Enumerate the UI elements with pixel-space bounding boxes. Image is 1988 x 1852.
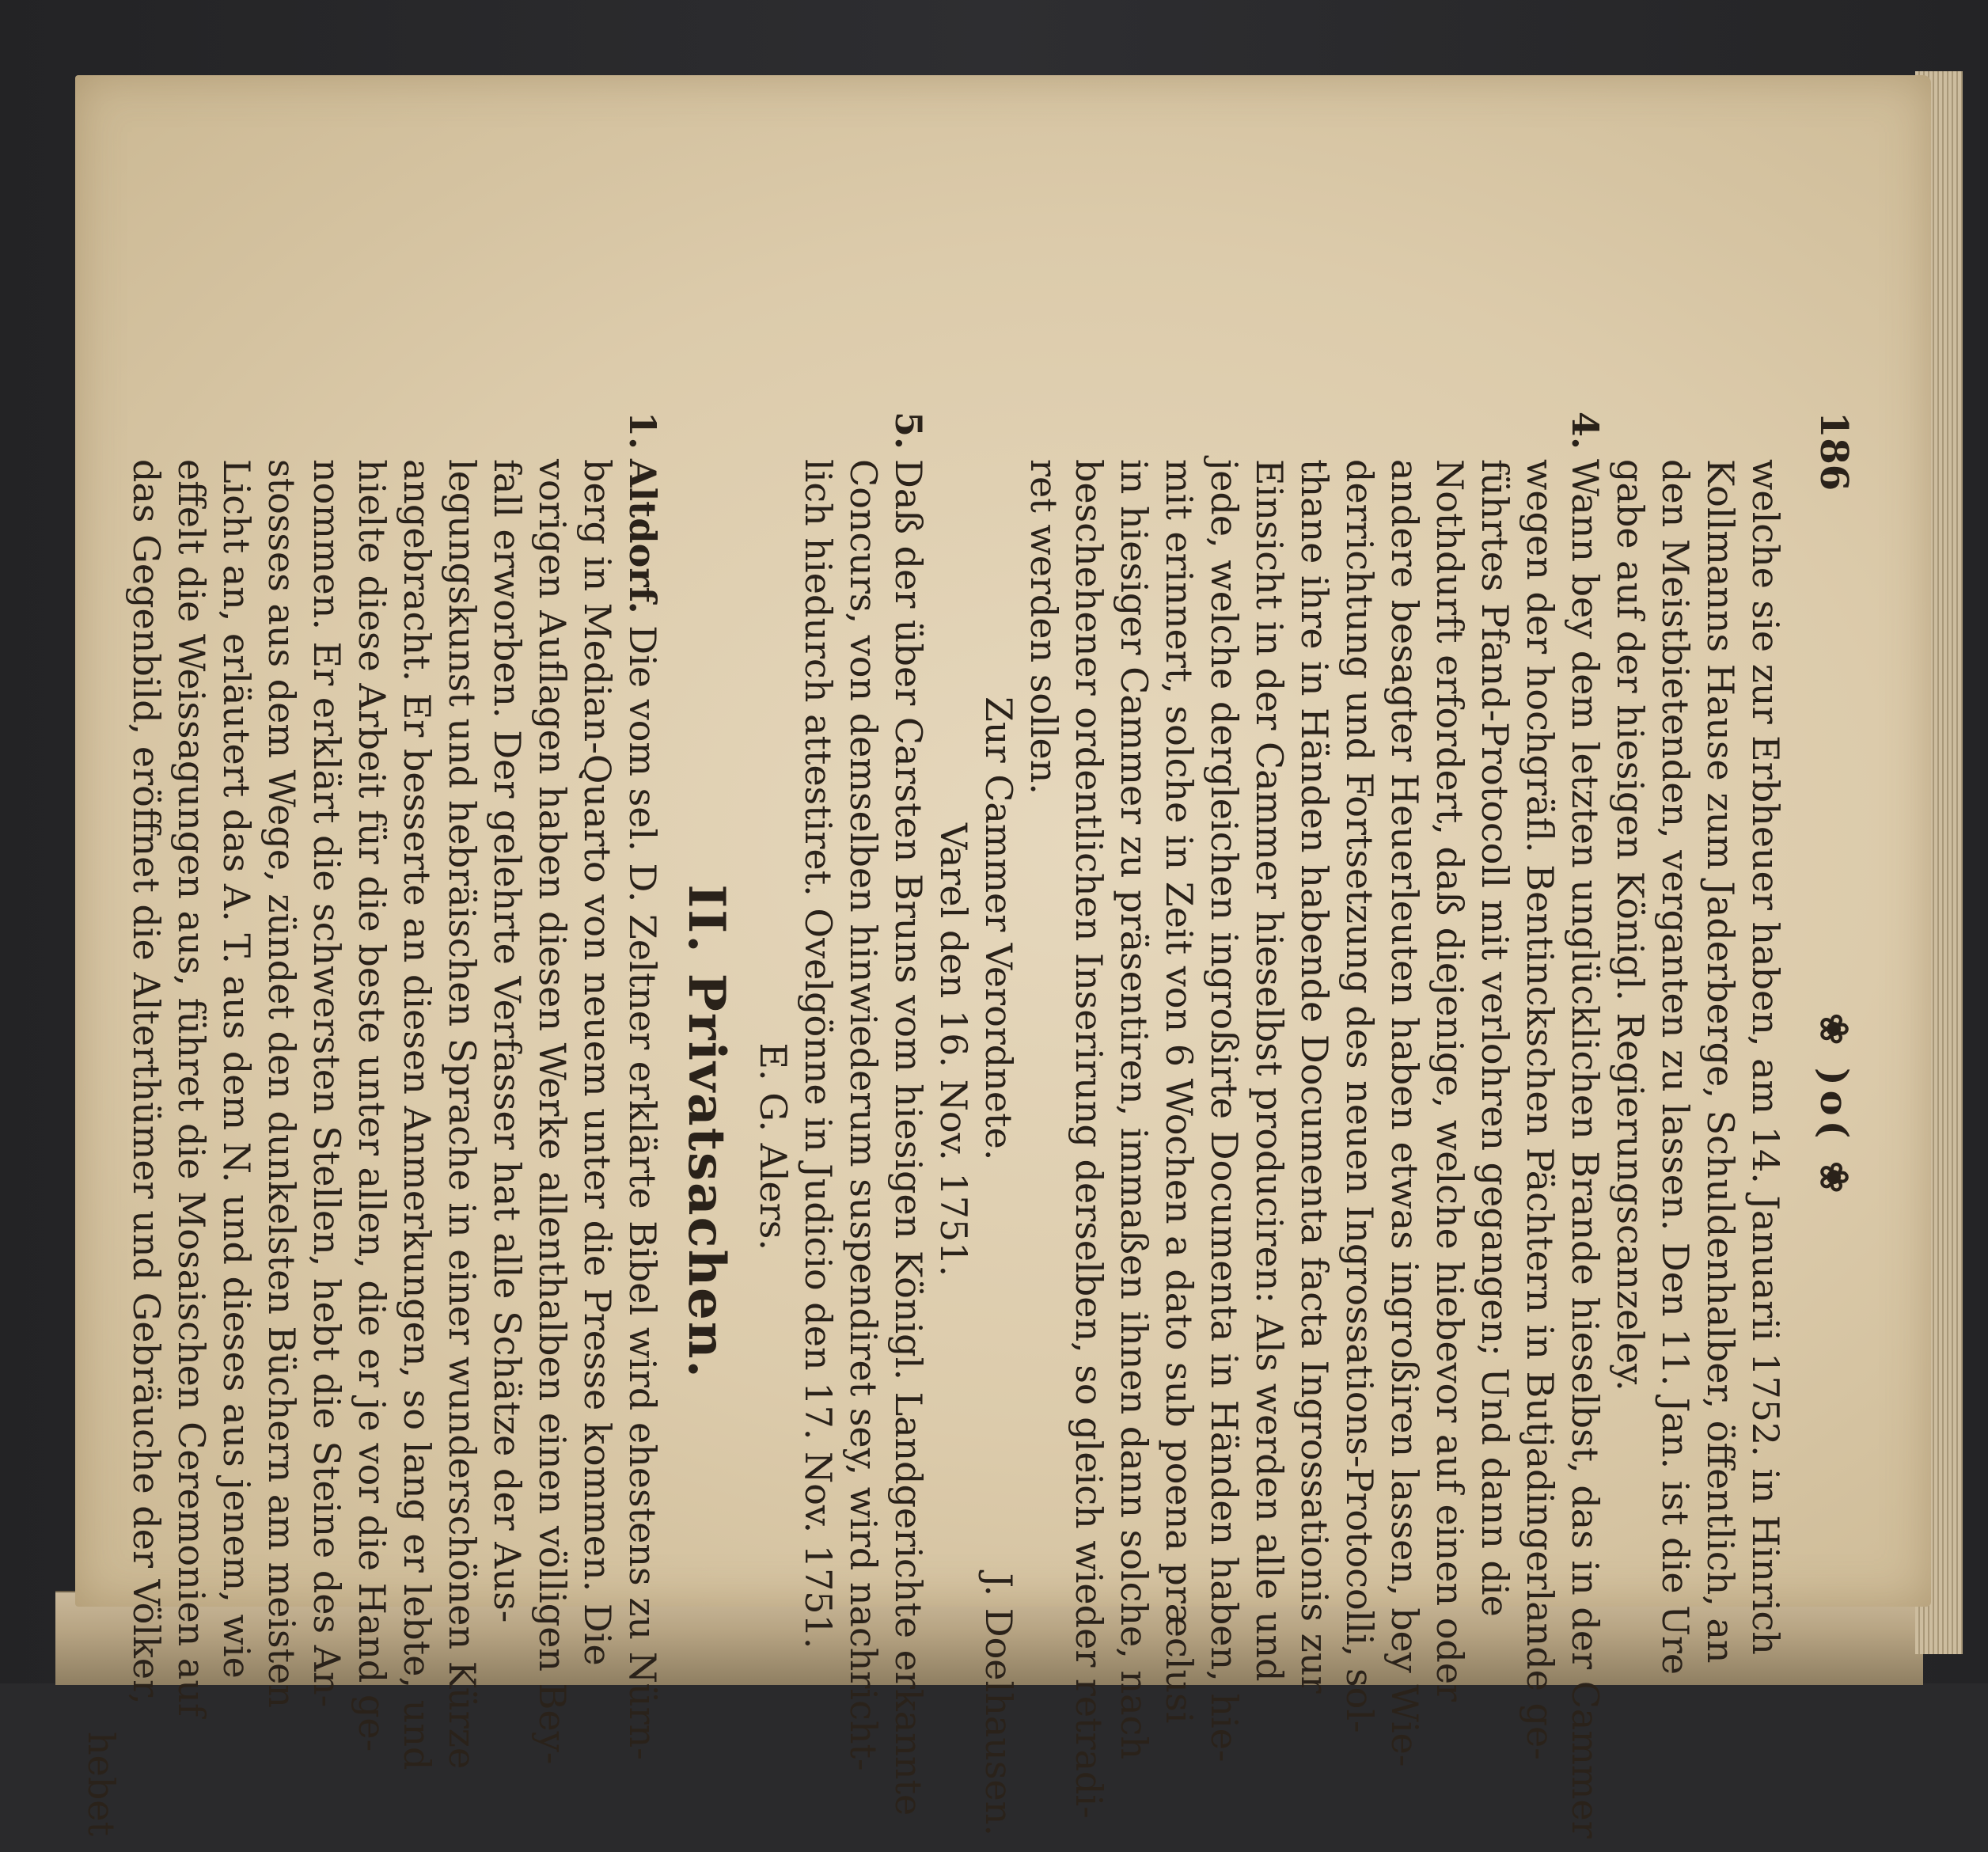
text-line: Die vom sel. D. Zeltner erklärte Bibel wird ehestens zu Nürn-: [621, 625, 664, 1760]
item-1-number: 1.: [621, 412, 664, 450]
text-line: andere besagter Heuerleuten haben etwas ingroßiren lassen, bey Wie-: [1383, 459, 1426, 1767]
text-line: fall erworben. Der gelehrte Verfasser hat alle Schätze der Aus-: [486, 459, 529, 1623]
item-4-signature-office-row: [976, 412, 1021, 1852]
text-line: Wann bey dem letzten unglücklichen Brande hieselbst, das in der Cammer: [1564, 459, 1607, 1839]
catchword: hebet: [80, 1731, 123, 1836]
text-line: berg in Median-Quarto von neuem unter die Presse kommen. Die: [576, 459, 619, 1666]
text-line: nommen. Er erklärt die schwersten Stellen, hebt die Steine des An-: [305, 459, 348, 1708]
section-heading: II. Privatsachen.: [677, 884, 736, 1380]
text-block-top: [1607, 412, 1788, 1852]
item-5-first-line: [886, 412, 931, 1852]
signature-name: J. Doelhausen.: [977, 1573, 1020, 1836]
text-line: angebracht. Er besserte an diesen Anmerkungen, so lang er lebte, und: [396, 459, 438, 1770]
text-line: Concurs, von demselben hinwiederum suspendiret sey, wird nachricht-: [842, 459, 885, 1771]
text-line: welche sie zur Erbheuer haben, am 14. Januarii 1752. in Hinrich: [1744, 459, 1787, 1655]
text-line: wegen der hochgräfl. Bentinckschen Pächtern in Butjadingerlande ge-: [1519, 459, 1561, 1760]
item-5: [750, 412, 931, 1852]
signature-place-date: Varel den 16. Nov. 1751.: [932, 823, 975, 1277]
text-line: das Gegenbild, eröffnet die Alterthümer und Gebräuche der Völker,: [125, 459, 168, 1705]
text-line: Licht an, erläutert das A. T. aus dem N. und dieses aus jenem, wie: [215, 459, 258, 1679]
text-line: beschehener ordentlichen Inserirung derselben, so gleich wieder retradi-: [1068, 459, 1110, 1819]
running-head-ornament: ❀ )o( ❀: [1812, 1013, 1856, 1198]
text-line: lich hiedurch attestiret. Ovelgönne in Judicio den 17. Nov. 1751.: [797, 459, 840, 1649]
text-line: mit erinnert, solche in Zeit von 6 Wochen a dato sub poena præclusi: [1158, 459, 1201, 1724]
text-line: thane ihre in Händen habende Documenta facta Ingrossationis zur: [1293, 459, 1336, 1694]
text-line: ret werden sollen.: [1022, 459, 1065, 795]
item-5-number: 5.: [887, 412, 930, 450]
text-line: Kollmanns Hause zum Jaderberge, Schuldenhalber, öffentlich, an: [1699, 459, 1742, 1664]
text-line: gabe auf der hiesigen Königl. Regierungscanzeley.: [1609, 459, 1652, 1391]
text-line: den Meistbietenden, verganten zu lassen. Den 11. Jan. ist die Ure: [1654, 459, 1697, 1676]
item-4-number: 4.: [1564, 412, 1607, 450]
page-header: [1800, 412, 1856, 1852]
text-line: in hiesiger Cammer zu präsentiren, immaßen ihnen dann solche, nach: [1113, 459, 1155, 1759]
item-4: [931, 412, 1607, 1852]
item-4-first-line: [1562, 412, 1607, 1852]
page-content-rotated: [80, 412, 1856, 1852]
signature-office: Zur Cammer Verordnete.: [977, 696, 1020, 1161]
item-1-lead-place: Altdorf.: [621, 459, 664, 614]
text-line: Nothdurft erfordert, daß diejenige, welche hiebevor auf einen oder: [1428, 459, 1471, 1702]
text-line: hielte diese Arbeit für die beste unter allen, die er je vor die Hand ge-: [351, 459, 393, 1752]
text-line: jede, welche dergleichen ingroßirte Documenta in Händen haben, hie-: [1203, 459, 1246, 1763]
text-line: derrichtung und Fortsetzung des neuen Ingrossations-Protocolli, sol-: [1338, 459, 1381, 1733]
item-1-privatsachen: [78, 412, 665, 1852]
book-page: [75, 75, 1931, 1839]
text-line: führtes Pfand-Protocoll mit verlohren gegangen; Und dann die: [1474, 459, 1516, 1617]
text-line: stosses aus dem Wege, zündet den dunkelsten Büchern am meisten: [260, 459, 303, 1708]
item-1-first-line: [620, 412, 665, 1852]
text-line: effelt die Weissagungen aus, führet die Mosaischen Ceremonien auf: [170, 459, 213, 1717]
page-number: 186: [1812, 412, 1856, 491]
text-line: legungskunst und hebräischen Sprache in einer wunderschönen Kürze: [441, 459, 484, 1770]
text-line: Daß der über Carsten Bruns vom hiesigen Königl. Landgerichte erkannte: [887, 459, 930, 1816]
text-line: vorigen Auflagen haben diesen Werke allenthalben einen völligen Bey-: [531, 459, 574, 1765]
signature-name: E. G. Alers.: [752, 1042, 795, 1250]
text-line: Einsicht in der Cammer hieselbst produciren: Als werden alle und: [1248, 459, 1291, 1682]
